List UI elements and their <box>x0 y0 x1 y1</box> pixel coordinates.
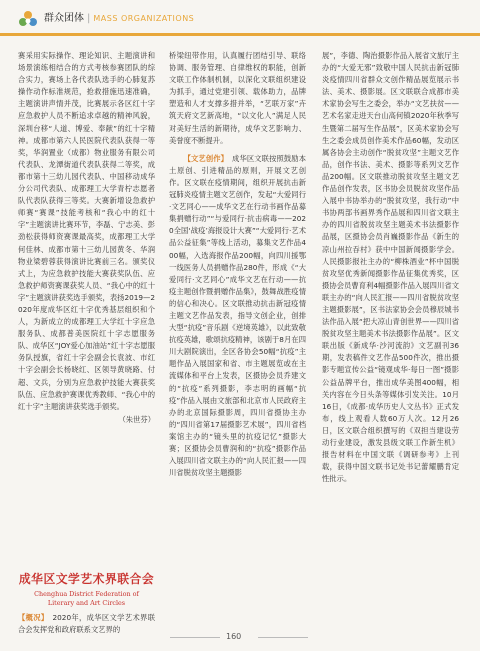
creation-paragraph <box>169 153 306 480</box>
column-left <box>18 50 155 426</box>
header-rule <box>0 33 480 36</box>
header-title-group <box>44 9 194 24</box>
organization-name-en <box>18 590 155 607</box>
organization-name-cn: 成华区文学艺术界联合会 <box>18 572 155 586</box>
red-cross-paragraph: 赛采用实际操作、理论知识、主题演讲和场景演练相结合的方式考核参赛团队的综合实力，赛场上各代表队选手的心肺复苏操作动作标准规范，抢救措施迅速准确，主题演讲声情并茂，比赛展示各区红十字应急救护人员不断追求卓越的精神风貌，深圳台移“人道、博爱、奉献”的红十字精神。成都市第六人民医院代表队获得一等奖，华润置业（成都）物业服务有限公司代表队、龙潭街道代表队获得二等奖，成都市第十三幼儿园代表队、中国移动成华分公司代表队、成都理工大学青柠志愿者队代表队获得三等奖。大赛新增设急救护师赛“赛课”技能考核和“我心中的红十字”主题演讲比赛环节，李磊、宁志美、彭劲松获得师资赛课最高奖，成都理工大学何佳林、成都市第十三幼儿园黄冬、华润物业梁碧蓉获得演讲比赛前三名。颁奖仪式上，为应急救护技能大赛获奖队伍、应急救护师资赛课获奖人员、“我心中的红十字”主题演讲获奖选手颁奖，表扬2019—2020年度成华区红十字优秀基层组织和个人，为新成立的成都理工大学红十字应急服务队、成都普美医院红十字志愿服务队、成华区“JOY爱心加油站”红十字志愿服务队授旗，省红十字会副会长袁波、市红十字会副会长杨晓红、区领导黄晓路、付超、文兵，分别为应急救护技能大赛获奖队伍、应急救护赛课优秀教师、“我心中的红十字”主题演讲获奖选手颁奖。 <box>18 51 155 411</box>
overview-paragraph <box>18 612 155 636</box>
overview-text: 2020年，成华区文学艺术界联合会发挥党和政府联系文艺界的 <box>18 613 155 635</box>
author-credit: （朱世芬） <box>118 414 155 424</box>
title-separator: | <box>87 13 91 24</box>
footer-rule-left <box>170 637 220 638</box>
creation-label: 【文艺创作】 <box>183 153 229 163</box>
section-title: 群众团体 <box>44 13 84 24</box>
organization-name-en-line2: Literary and Art Circles <box>47 598 126 607</box>
overview-label: 【概况】 <box>18 613 49 622</box>
page-header <box>0 0 480 42</box>
section-subtitle: MASS ORGANIZATIONS <box>93 14 195 23</box>
federation-role-paragraph: 桥梁纽带作用，认真履行团结引导、联络协调、服务管理、自律维权的职能，创新文联工作体制机制，以深化文联组织建设为抓手，通过党建引领、载体助力，品牌塑造和人才支撑多措并举，“艺联万家”卉筑天府文艺新高地，“以文化人”满足人民对美好生活的新期待，成华文艺影响力、美誉度不断提升。 <box>169 51 306 145</box>
footer-rule-right <box>258 637 308 638</box>
organization-heading <box>18 570 155 607</box>
flower-logo-icon <box>18 10 38 30</box>
organization-name-en-line1: Chenghua District Federation of <box>34 590 139 598</box>
column-right <box>322 50 459 485</box>
page-number: 160 <box>226 632 242 641</box>
column-middle <box>169 50 306 479</box>
creation-text: 成华区文联按照鼓励本土原创、引进精品的原则，开展文艺创作。区文联在疫情期间，组织开展抗击新冠肺炎疫情主题文艺创作，发起“大爱同行·文艺同心——成华文艺在行动书画作品募集捐赠行动”“与爱同行·抗击病毒——2020全国‘战疫’海报设计大赛”“大爱同行·艺术品公益征集”等线上活动，募集文艺作品400幅，入选海报作品200幅，向四川援鄂一线医务人员捐赠作品280件，形成《“大爱同行·文艺同心”成华文艺在行动——抗疫主题创作暨捐赠作品集》，鼓舞战胜疫情的信心和决心。区文联推动抗击新冠疫情主题文艺作品发表，指导文创企业，创排大型“抗疫”音乐剧《逆境英雄》，以此致敬抗疫英雄，歌颂抗疫精神，该剧于8月在四川大剧院演出，全区各协会50幅“抗疫”主题作品入展国家和省、市主题展览或在主流媒体和平台上发表，区摄协会员乔建文的“抗疫”系列摄影，李志明的画幅“抗疫”作品入展由文旅部和北京市人民政府主办的北京国际摄影周，四川省摄协主办的“四川省第17届摄影艺术展”，四川省档案馆主办的“镜头里的抗疫记忆”摄影大赛；区摄协会员曹润和的“抗疫”摄影作品入展四川省文联主办的“向人民汇报——四川省脱贫攻坚主题摄影 <box>169 153 307 478</box>
exhibition-paragraph: 展”，李德、陶治摄影作品入展省文旅厅主办的“大爱无邪”致敬中国人民抗击新冠肺炎疫情四川省群众文创作精品展览展示书法、美术、摄影展。区文联联合成都市美术家协会写生之委会，举办“文艺扶贫——艺术名家走进天台山高何镇2020年秋季写生暨第二届写生作品展”，区美术家协会写生之委会成员创作美术作品60幅，发动区属各协会主动创作“脱贫攻坚”主题文艺作品，创作书法、美术、摄影等系列文艺作品200幅。区文联推动脱贫攻坚主题文艺作品创作发表，区书协会员脱贫攻坚作品入展中书协举办的“脱贫攻坚，我行动”中书协两部书画界秀作品展和四川省文联主办的四川省脱贫攻坚主题美术书法摄影作品展，区摄协会员肖巍摄影作品《新生的凉山州拉吞村》获中中国新闻摄影学会。人民摄影报社主办的“柳株酒业”杯中国脱贫攻坚优秀新闻摄影作品征集优秀奖，区摄协会员曹育利4幅摄影作品入展四川省文联主办的“向人民汇报——四川省脱贫攻坚主题摄影展”，区书法家协会会员穆辰城书法作品入展“把大凉山青创世界——四川省脱贫攻坚主题美术书法摄影作品展”。区文联出版《新成华·沙河流韵》文艺副刊36期，发表稿件文艺作品500件次，推出摄影专题宣传公益“镜观成华·每日一图”摄影公益品牌平台，推出成华美图400幅，相关内容在今日头条等媒体引发关注。10月16日，《成都·成华历史人文丛书》正式发布，线上观看人数60万人次。12月26日，区文联合组织撰写的《双担当建设劳动行业建设，激发县级文联工作新生机》报告材料在中国文联《调研参考》上刊载，获得中国文联书记处书记蕾耀鹏肯定性批示。 <box>322 51 459 484</box>
